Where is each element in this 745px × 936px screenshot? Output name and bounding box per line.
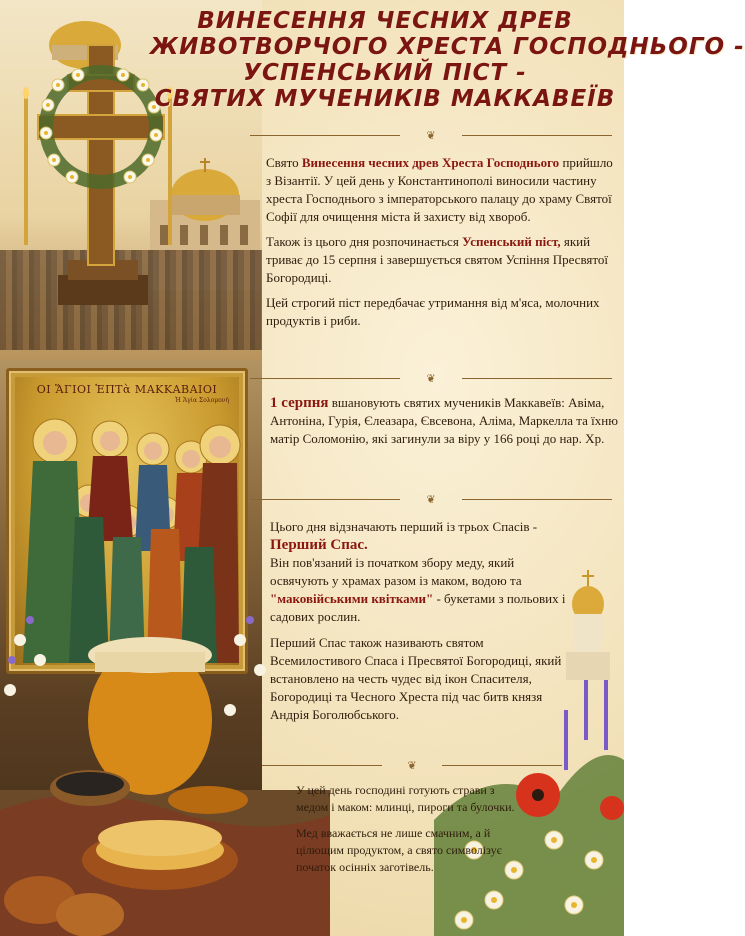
section-vynesennia [266, 154, 616, 330]
ornament-icon: ❦ [426, 493, 436, 506]
icon-greek-title: ΟΙ ἍΓΙΟΙ ἙΠΤὰ ΜΑΚΚΑΒΑΙΟΙ [36, 383, 218, 396]
title-line-4: СВЯТИХ МУЧЕНИКІВ МАККАВЕЇВ [154, 86, 616, 112]
date-highlight: 1 серпня [270, 395, 329, 411]
paragraph: Мед вважається не лише смачним, а й цілющим продуктом, а свято символізує початок осінніх заготівель. [296, 826, 502, 874]
paragraph: Також із цього дня розпочинається Успенський піст, який триває до 15 серпня і завершується святом Успіння Пресвятої Богородиці. [266, 234, 609, 285]
paragraph: Він пов'язаний із початком збору меду, який освячують у храмах разом із маком, водою та "маковійськими квітками" - букетами з польових і садових рослин. [270, 555, 566, 624]
ornament-divider [250, 494, 612, 506]
section-maccabees [270, 394, 618, 448]
highlight: Перший Спас. [270, 537, 368, 553]
ornament-icon: ❦ [426, 372, 436, 385]
paragraph: Свято Винесення чесних древ Хреста Господнього прийшло з Візантії. У цей день у Константинополі виносили частину хреста Господнього з імператорського палацу до храму Святої Софії для очищення міста й захисту від хвороб. [266, 155, 613, 224]
title-line-1: ВИНЕСЕННЯ ЧЕСНИХ ДРЕВ [197, 8, 573, 34]
ornament-divider [250, 373, 612, 385]
paragraph: У цей день господині готують страви з медом і маком: млинці, пироги та булочки. [296, 783, 515, 814]
paragraph: Цього дня відзначають перший із трьох Спасів - [270, 519, 538, 534]
highlight: "маковійськими квітками" [270, 591, 434, 606]
highlight: Винесення чесних древ Хреста Господнього [301, 155, 560, 170]
highlight: Успенський піст, [462, 234, 561, 249]
title-line-3: УСПЕНСЬКИЙ ПІСТ - [243, 60, 527, 86]
paragraph: Перший Спас також називають святом Всемилостивого Спаса і Пресвятої Богородиці, який встановлено на честь чудес від ікон Спасителя, Богородиці та Чесного Хреста під час битв князя Андрія Боголюбського. [270, 635, 562, 722]
ornament-icon: ❦ [407, 759, 417, 772]
ornament-divider [250, 130, 612, 142]
paragraph: 1 серпня вшановують святих мучеників Маккавеїв: Авіма, Антоніна, Гурія, Єлеазара, Євсевона, Аліма, Маркелла та їхню матір Соломонію, які загинули за віру у 166 році до нар. Хр. [270, 395, 618, 446]
section-honey-poppy [296, 782, 516, 876]
ornament-divider [262, 760, 562, 772]
ornament-icon: ❦ [426, 129, 436, 142]
icon-greek-subtitle: Ἡ Ἁγία Σολομονή [174, 397, 229, 404]
title-line-2: ЖИВОТВОРЧОГО ХРЕСТА ГОСПОДНЬОГО - [150, 34, 745, 60]
paragraph: Цей строгий піст передбачає утримання від м'яса, молочних продуктів і риби. [266, 295, 600, 328]
page-title [150, 8, 745, 112]
section-pershyi-spas [270, 518, 570, 724]
